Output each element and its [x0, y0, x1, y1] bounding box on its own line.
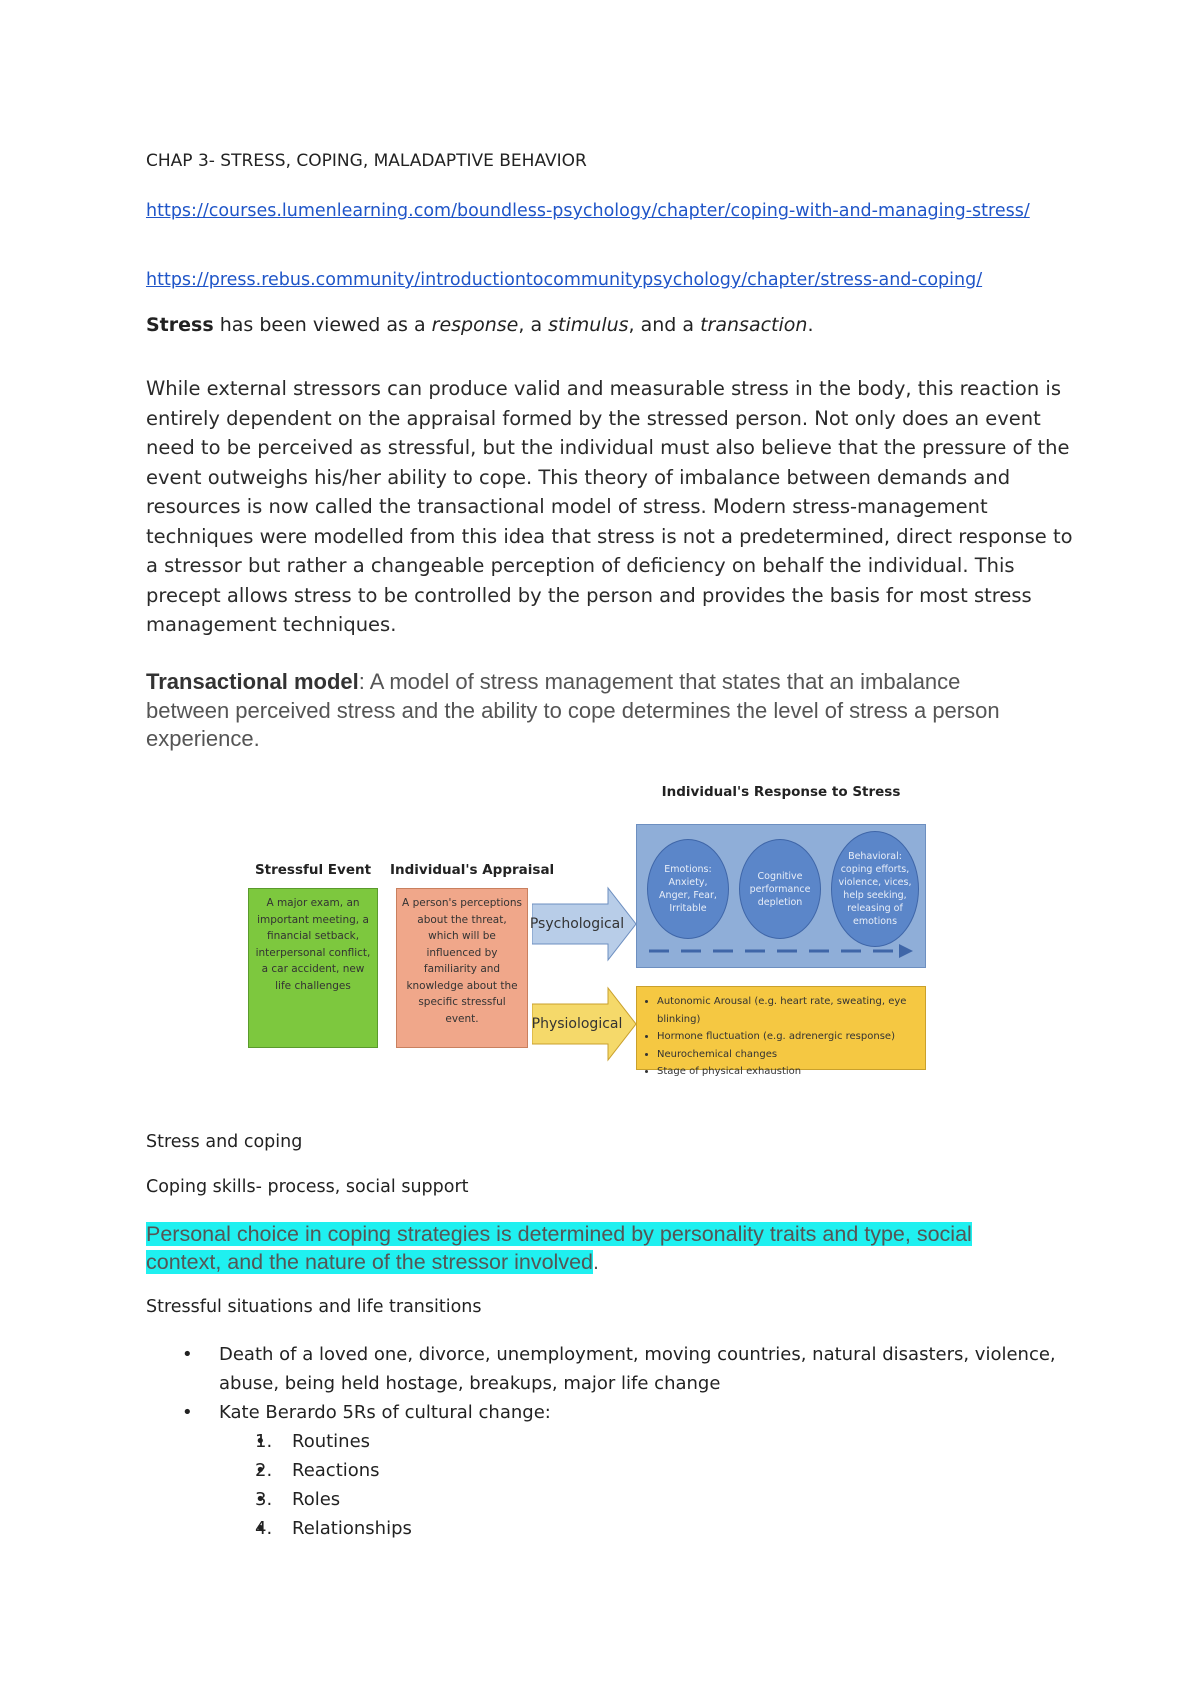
item-text: Reactions — [292, 1460, 380, 1481]
rebus-link[interactable]: https://press.rebus.community/introductiontocommunitypsychology/chapter/stress-and-coping/ — [146, 270, 983, 290]
physiological-item: • Stage of physical exhaustion — [657, 1063, 925, 1081]
item-number: • 1. — [255, 1431, 273, 1452]
psychological-panel — [636, 824, 926, 968]
item-text: Routines — [292, 1431, 371, 1452]
numbered-item — [255, 1485, 1106, 1514]
stressful-event-label: Stressful Event — [254, 862, 372, 878]
item-number: • 2. — [255, 1460, 273, 1481]
physiological-panel — [636, 986, 926, 1077]
appraisal-label: Individual's Appraisal — [390, 862, 555, 878]
lead-text-3: , and a — [628, 314, 701, 336]
physiological-item: • Autonomic Arousal (e.g. heart rate, sweating, eye blinking) — [657, 993, 925, 1028]
dashed-arrow-icon — [649, 941, 919, 961]
stress-definition — [146, 314, 813, 336]
situations-list — [146, 1340, 1106, 1543]
lead-response: response — [431, 314, 519, 336]
highlighted-statement — [146, 1220, 1026, 1276]
emotions-circle: Emotions: Anxiety, Anger, Fear, Irritable — [647, 839, 729, 939]
situations-heading: Stressful situations and life transitions — [146, 1297, 482, 1317]
stress-response-diagram — [240, 778, 940, 1077]
stress-coping-heading: Stress and coping — [146, 1132, 303, 1152]
numbered-item — [255, 1514, 1106, 1543]
numbered-item — [255, 1456, 1106, 1485]
appraisal-paragraph: While external stressors can produce valid and measurable stress in the body, this reaction is entirely dependent on the appraisal formed by the stressed person. Not only does an event need to be perceived as stressful, but the individual must also believe that the pressure of the event outweighs his/her ability to cope. This theory of imbalance between demands and resources is now called the transactional model of stress. Modern stress-management techniques were modelled from this idea that stress is not a predetermined, direct response to a stressor but rather a changeable perception of deficiency on behalf the individual. This precept allows stress to be controlled by the person and provides the basis for most stress management techniques. — [146, 377, 1073, 636]
stressful-event-box: A major exam, an important meeting, a financial setback, interpersonal conflict, a car accident, new life challenges — [248, 888, 378, 1048]
coping-skills-heading: Coping skills- process, social support — [146, 1177, 469, 1197]
five-rs-list — [255, 1427, 1106, 1543]
physiological-item: • Hormone fluctuation (e.g. adrenergic response) — [657, 1028, 925, 1046]
cognitive-circle: Cognitive performance depletion — [739, 839, 821, 939]
lead-stimulus: stimulus — [548, 314, 629, 336]
list-item — [219, 1398, 1106, 1543]
situations-list-container — [146, 1340, 1106, 1543]
physiological-label: Physiological — [531, 1016, 623, 1032]
lead-text-1: has been viewed as a — [213, 314, 432, 336]
page-title: CHAP 3- STRESS, COPING, MALADAPTIVE BEHAVIOR — [146, 151, 587, 171]
highlight-text: Personal choice in coping strategies is determined by personality traits and type, social context, and the nature of the stressor involved — [146, 1222, 972, 1274]
physiological-item: • Neurochemical changes — [657, 1046, 925, 1064]
five-rs-label: Kate Berardo 5Rs of cultural change: — [219, 1402, 551, 1423]
lead-text-2: , a — [518, 314, 549, 336]
lead-transaction: transaction — [700, 314, 808, 336]
transactional-model-definition — [146, 668, 1026, 754]
stress-term: Stress — [146, 314, 214, 336]
physiological-list — [637, 993, 925, 1081]
transactional-text: : A model of stress management that states that an imbalance between perceived stress and the ability to cope determines the level of stress a person experience. — [146, 669, 1000, 751]
item-number: • 4. — [255, 1518, 273, 1539]
diagram-title: Individual's Response to Stress — [661, 784, 901, 800]
psychological-label: Psychological — [529, 916, 625, 932]
highlight-period: . — [593, 1250, 599, 1274]
transactional-term: Transactional model — [146, 669, 359, 694]
lead-text-4: . — [807, 314, 814, 336]
appraisal-box: A person's perceptions about the threat, which will be influenced by familiarity and knowledge about the specific stressful event. — [396, 888, 528, 1048]
numbered-item — [255, 1427, 1106, 1456]
behavioral-circle: Behavioral: coping efforts, violence, vices, help seeking, releasing of emotions — [831, 831, 919, 947]
lumenlearning-link[interactable]: https://courses.lumenlearning.com/boundless-psychology/chapter/coping-with-and-managing-stress/ — [146, 201, 1030, 221]
item-text: Roles — [292, 1489, 341, 1510]
item-text: Relationships — [292, 1518, 412, 1539]
list-item: • Death of a loved one, divorce, unemployment, moving countries, natural disasters, violence, abuse, being held hostage, breakups, major life change — [219, 1340, 1106, 1398]
item-number: • 3. — [255, 1489, 273, 1510]
